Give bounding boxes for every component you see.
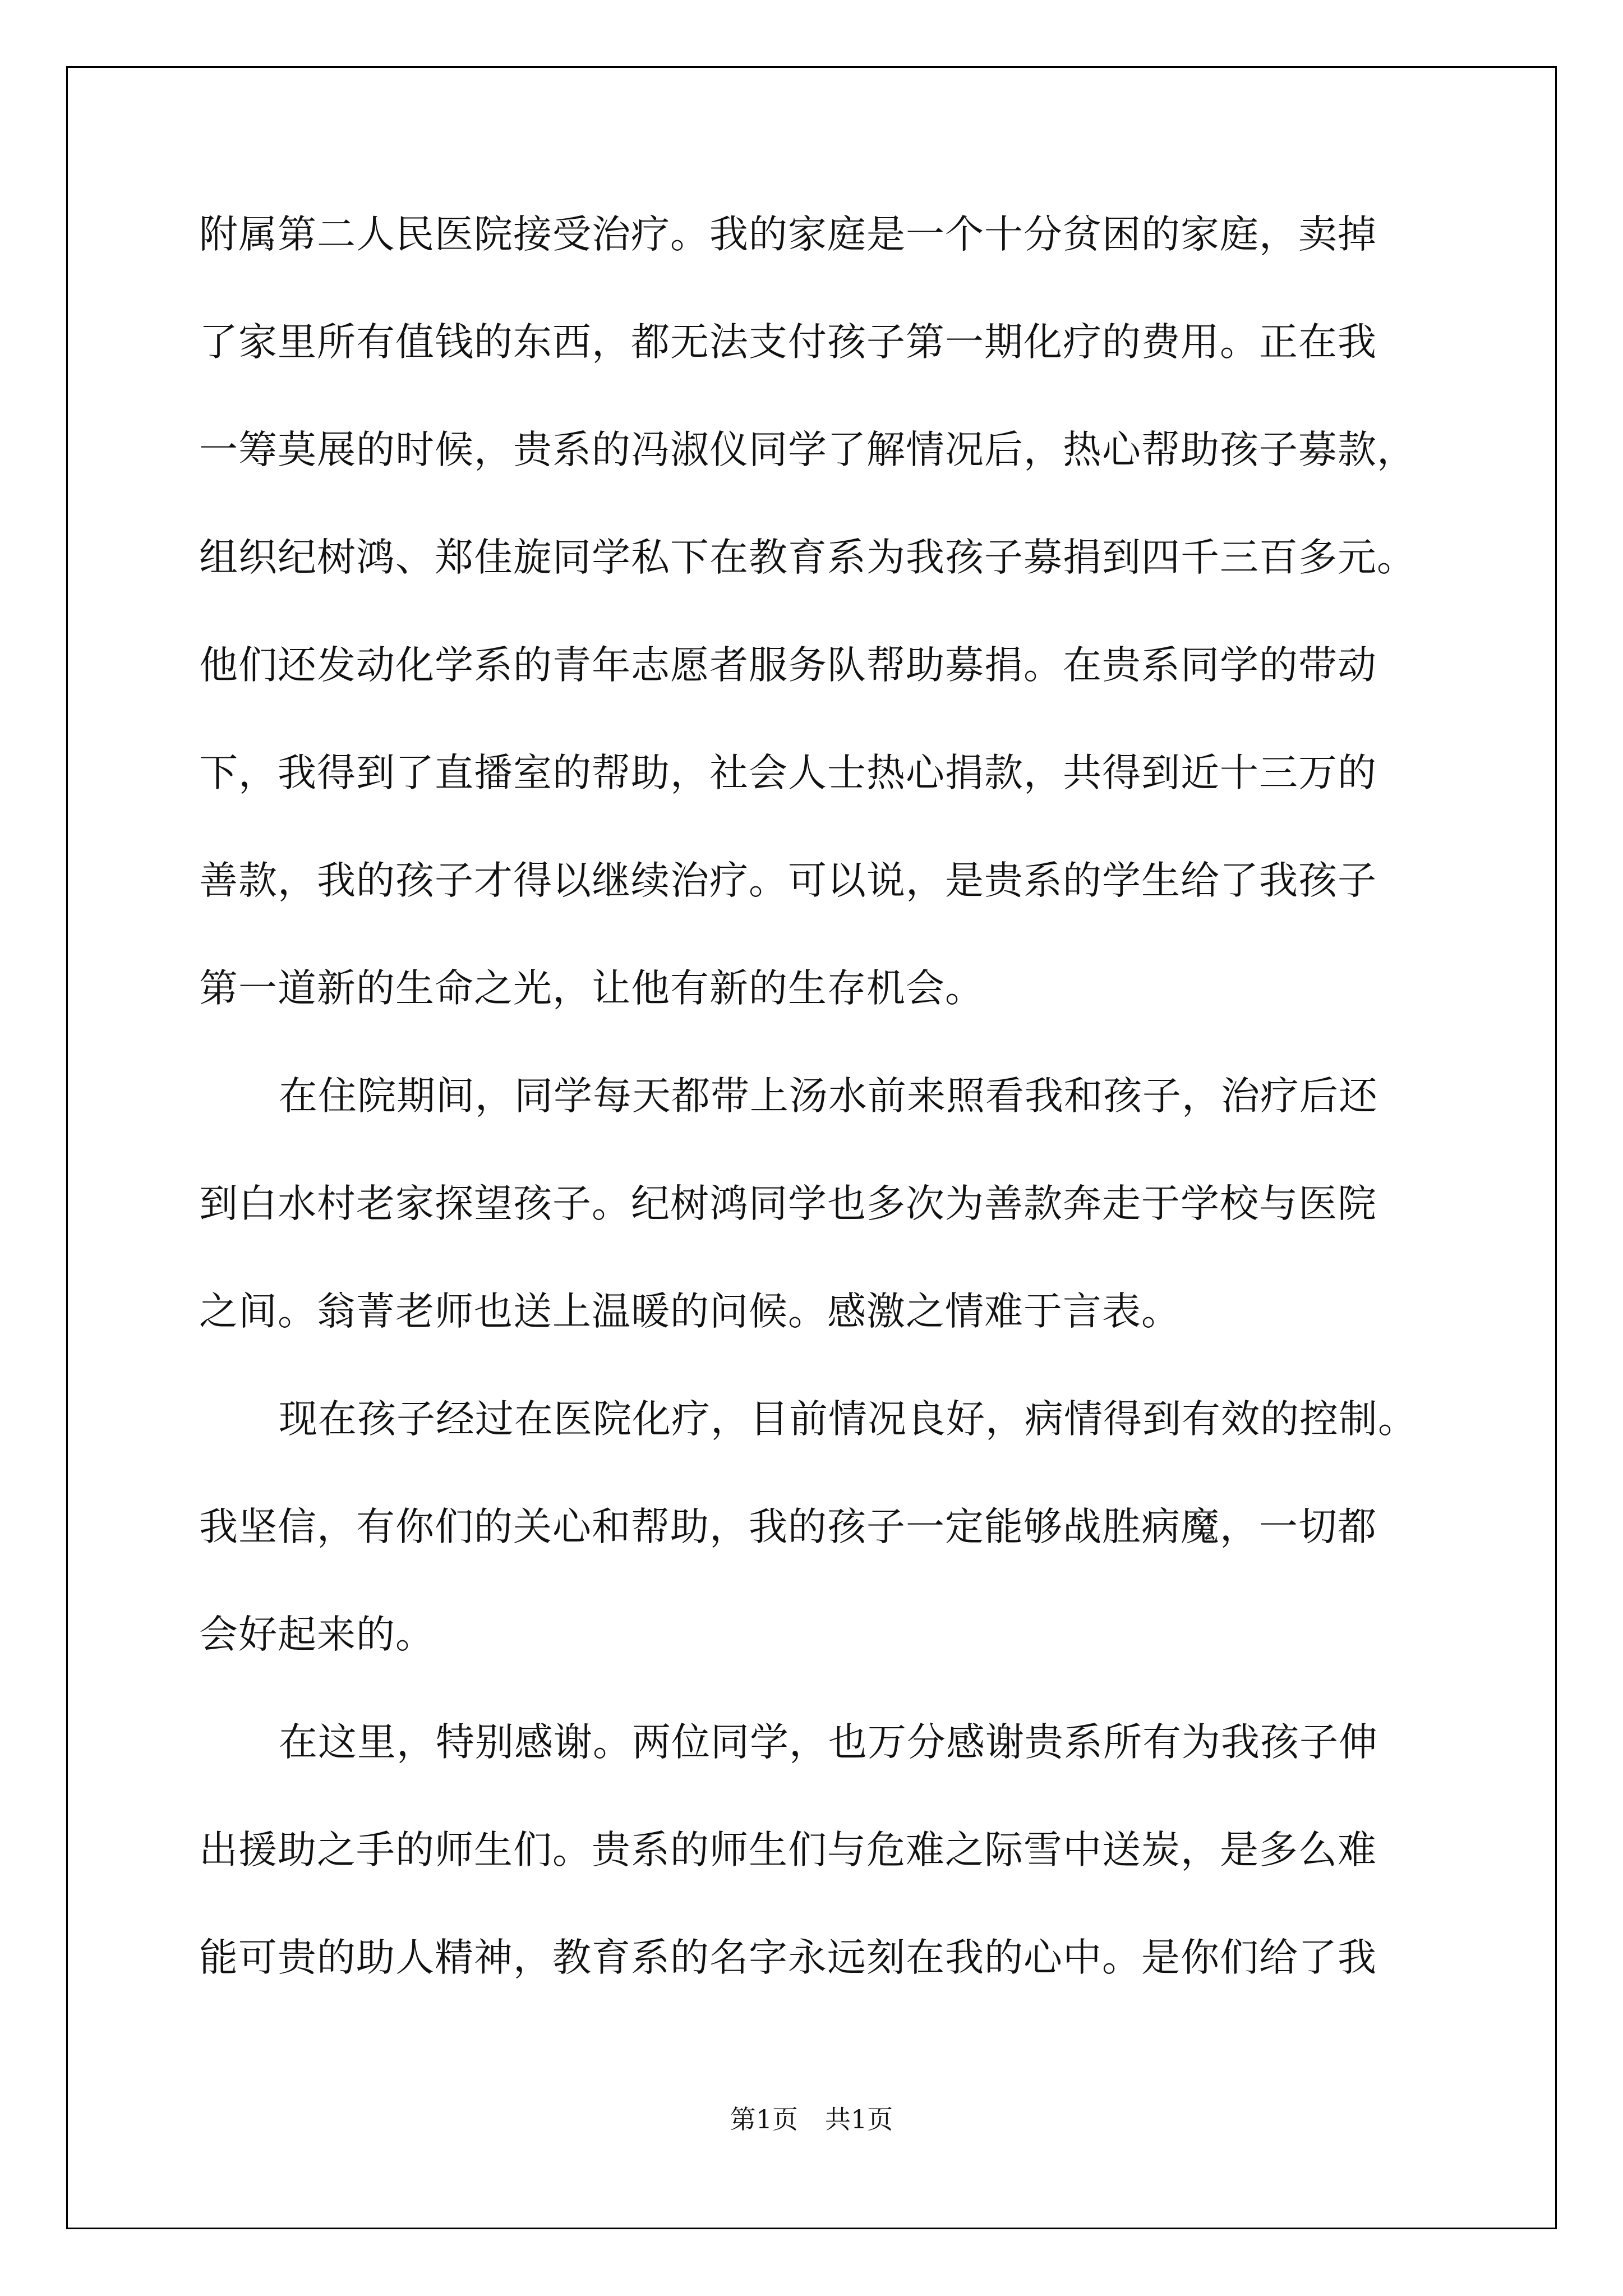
text-line: 附属第二人民医院接受治疗。我的家庭是一个十分贫困的家庭，卖掉 [199,212,1377,257]
text-line: 出援助之手的师生们。贵系的师生们与危难之际雪中送炭，是多么难 [199,1828,1377,1872]
text-line: 组织纪树鸿、郑佳旋同学私下在教育系为我孩子募捐到四千三百多元。 [199,535,1416,580]
paragraph-start-line: 在住院期间，同学每天都带上汤水前来照看我和孩子，治疗后还 [279,1074,1378,1119]
text-line: 他们还发动化学系的青年志愿者服务队帮助募捐。在贵系同学的带动 [199,643,1377,688]
text-line: 善款，我的孩子才得以继续治疗。可以说，是贵系的学生给了我孩子 [199,858,1377,903]
text-line: 第一道新的生命之光，让他有新的生存机会。 [199,966,984,1011]
document-body [199,208,1433,2039]
paragraph-start-line: 在这里，特别感谢。两位同学，也万分感谢贵系所有为我孩子伸 [279,1720,1378,1765]
text-line: 我坚信，有你们的关心和帮助，我的孩子一定能够战胜病魔，一切都 [199,1504,1377,1549]
text-line: 了家里所有值钱的东西，都无法支付孩子第一期化疗的费用。正在我 [199,320,1377,365]
text-line: 能可贵的助人精神，教育系的名字永远刻在我的心中。是你们给了我 [199,1935,1377,1980]
text-line: 一筹莫展的时候，贵系的冯淑仪同学了解情况后，热心帮助孩子募款， [199,427,1416,472]
page-number: 第1页 [730,2104,798,2134]
text-line: 之间。翁菁老师也送上温暖的问候。感激之情难于言表。 [199,1289,1181,1334]
text-line: 下，我得到了直播室的帮助，社会人士热心捐款，共得到近十三万的 [199,751,1377,795]
text-line: 到白水村老家探望孩子。纪树鸿同学也多次为善款奔走于学校与医院 [199,1181,1377,1226]
text-line: 会好起来的。 [199,1612,435,1657]
page-footer [0,2099,1623,2136]
page-total: 共1页 [825,2104,893,2134]
paragraph-start-line: 现在孩子经过在医院化疗，目前情况良好，病情得到有效的控制。 [279,1397,1417,1442]
